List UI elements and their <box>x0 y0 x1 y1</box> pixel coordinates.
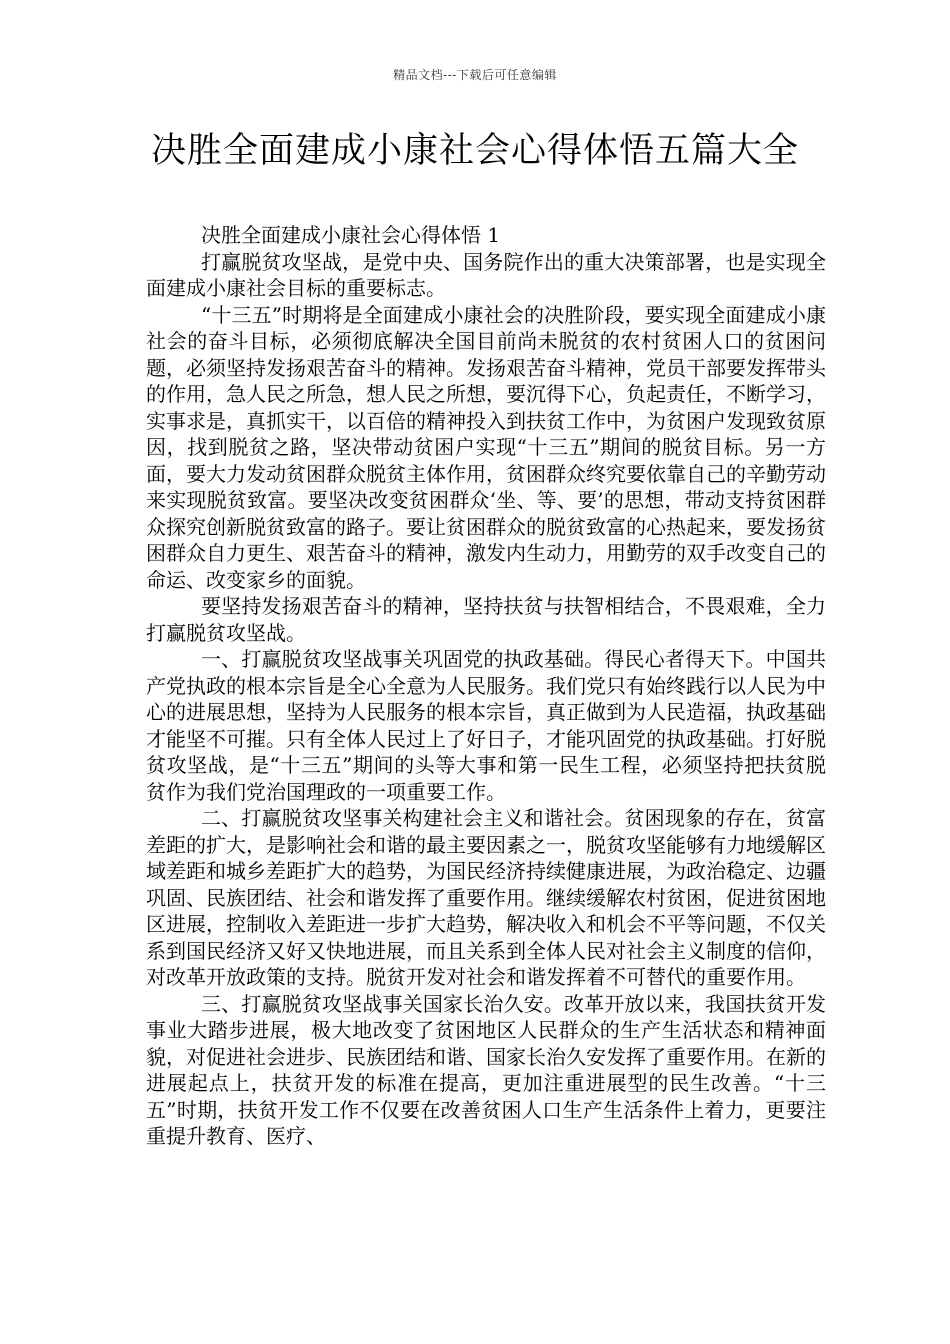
paragraph-5: 二、打赢脱贫攻坚事关构建社会主义和谐社会。贫困现象的存在，贫富差距的扩大，是影响社会和谐的最主要因素之一，脱贫攻坚能够有力地缓解区域差距和城乡差距扩大的趋势，为国民经济持续健康进展，为政治稳定、边疆巩固、民族团结、社会和谐发挥了重要作用。继续缓解农村贫困，促进贫困地区进展，控制收入差距进一步扩大趋势，解决收入和机会不平等问题，不仅关系到国民经济又好又快地进展，而且关系到全体人民对社会主义制度的信仰，对改革开放政策的支持。脱贫开发对社会和谐发挥着不可替代的重要作用。 <box>146 806 826 989</box>
paragraph-4: 一、打赢脱贫攻坚战事关巩固党的执政基础。得民心者得天下。中国共产党执政的根本宗旨是全心全意为人民服务。我们党只有始终践行以人民为中心的进展思想，坚持为人民服务的根本宗旨，真正做到为人民造福，执政基础才能坚不可摧。只有全体人民过上了好日子，才能巩固党的执政基础。打好脱贫攻坚战，是“十三五”期间的头等大事和第一民生工程，必须坚持把扶贫脱贫作为我们党治国理政的一项重要工作。 <box>146 647 826 804</box>
section-subtitle: 决胜全面建成小康社会心得体悟 1 <box>201 223 501 247</box>
paragraph-1: 打赢脱贫攻坚战，是党中央、国务院作出的重大决策部署，也是实现全面建成小康社会目标的重要标志。 <box>146 249 826 300</box>
paragraph-6: 三、打赢脱贫攻坚战事关国家长治久安。改革开放以来，我国扶贫开发事业大踏步进展，极大地改变了贫困地区人民群众的生产生活状态和精神面貌，对促进社会进步、民族团结和谐、国家长治久安发挥了重要作用。在新的进展起点上，扶贫开发的标准在提高，更加注重进展型的民生改善。“十三五”时期，扶贫开发工作不仅要在改善贫困人口生产生活条件上着力，更要注重提升教育、医疗、 <box>146 991 826 1148</box>
paragraph-2: “十三五”时期将是全面建成小康社会的决胜阶段，要实现全面建成小康社会的奋斗目标，必须彻底解决全国目前尚未脱贫的农村贫困人口的贫困问题，必须坚持发扬艰苦奋斗的精神。发扬艰苦奋斗精神，党员干部要发挥带头的作用，急人民之所急，想人民之所想，要沉得下心，负起责任，不断学习，实事求是，真抓实干，以百倍的精神投入到扶贫工作中，为贫困户发现致贫原因，找到脱贫之路，坚决带动贫困户实现“十三五”期间的脱贫目标。另一方面，要大力发动贫困群众脱贫主体作用，贫困群众终究要依靠自己的辛勤劳动来实现脱贫致富。要坚决改变贫困群众‘坐、等、要’的思想，带动支持贫困群众探究创新脱贫致富的路子。要让贫困群众的脱贫致富的心热起来，要发扬贫困群众自力更生、艰苦奋斗的精神，激发内生动力，用勤劳的双手改变自己的命运、改变家乡的面貌。 <box>146 302 826 592</box>
paragraph-3: 要坚持发扬艰苦奋斗的精神，坚持扶贫与扶智相结合，不畏艰难，全力打赢脱贫攻坚战。 <box>146 594 826 645</box>
document-body <box>146 222 826 1150</box>
header-note: 精品文档---下载后可任意编辑 <box>393 68 557 82</box>
document-title: 决胜全面建成小康社会心得体悟五篇大全 <box>150 131 799 171</box>
